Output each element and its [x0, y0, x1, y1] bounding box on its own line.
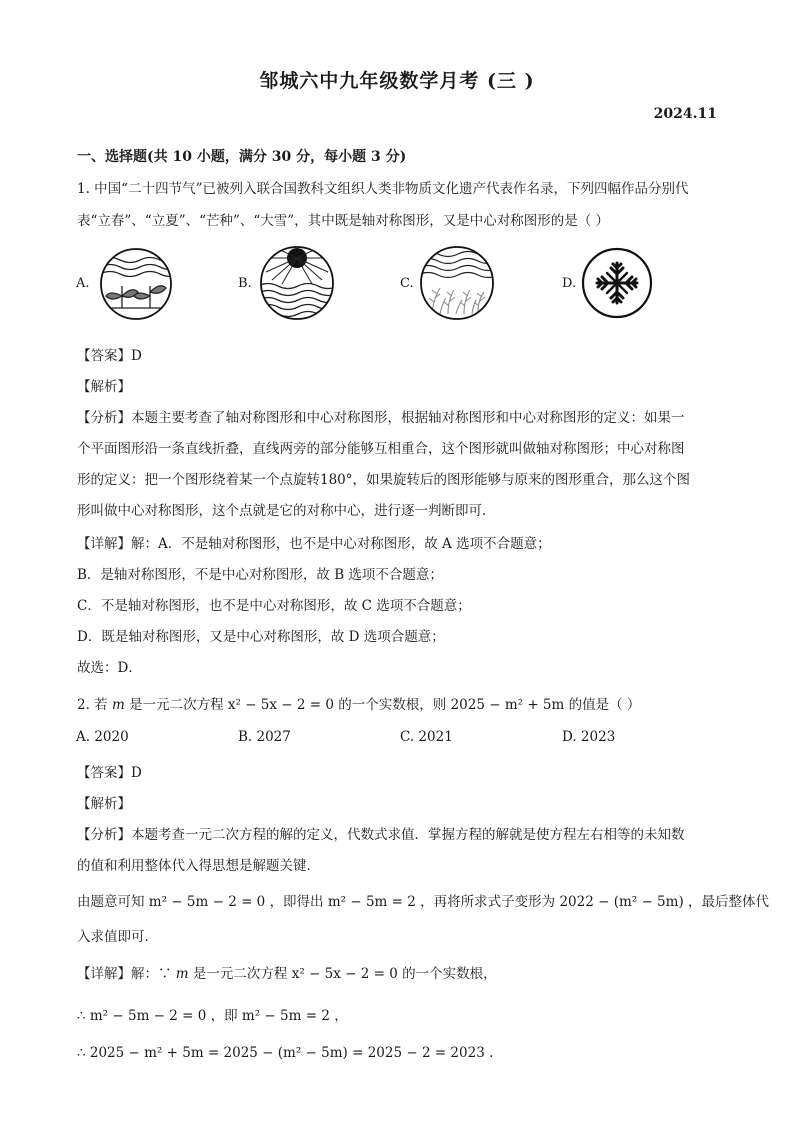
q1-stem-line1: 1. 中国“二十四节气”已被列入联合国教科文组织人类非物质文化遗产代表作名录，下列四幅作品分别代: [77, 181, 689, 197]
q2-answer: 【答案】D: [77, 765, 142, 781]
q1-stem-line2: 表“立春”、“立夏”、“芒种”、“大雪”，其中既是轴对称图形，又是中心对称图形的是（ ）: [77, 213, 610, 229]
q1-analysis-line: 【分析】本题主要考查了轴对称图形和中心对称图形，根据轴对称图形和中心对称图形的定义：如果一: [77, 410, 685, 426]
q2-step1: ∴ m² − 5m − 2 = 0 ，即 m² − 5m = 2 ，: [77, 1008, 348, 1024]
snowflake-icon: [580, 246, 654, 320]
q2-derive-suffix: ，最后整体代: [688, 894, 770, 910]
q1-option-b-label[interactable]: B.: [238, 276, 252, 291]
q2-option-a[interactable]: A. 2020: [76, 729, 129, 745]
q1-analysis-line: 形叫做中心对称图形，这个点就是它的对称中心，进行逐一判断即可.: [77, 503, 487, 519]
q1-option-a-label[interactable]: A.: [76, 276, 90, 291]
q1-detail-line: B．是轴对称图形，不是中心对称图形，故 B 选项不合题意；: [77, 567, 443, 583]
q1-detail-line: 故选：D．: [77, 660, 142, 676]
q2-stem: [77, 693, 640, 713]
q1-analysis-line: 形的定义：把一个图形绕着某一个点旋转180°，如果旋转后的图形能够与原来的图形重合，那么这个图: [77, 472, 691, 488]
q1-answer: 【答案】D: [77, 348, 142, 364]
q1-option-d-label[interactable]: D.: [562, 276, 577, 291]
q2-stem-suffix: 的值是（ ）: [568, 697, 641, 713]
q2-detail-prefix: 【详解】解：∵: [77, 966, 172, 982]
q1-analysis-line: 个平面图形沿一条直线折叠，直线两旁的部分能够互相重合，这个图形就叫做轴对称图形；中心对称图: [77, 441, 685, 457]
q2-var-m: m: [111, 697, 125, 713]
q2-option-b[interactable]: B. 2027: [238, 729, 291, 745]
q2-analysis-line2: 的值和利用整体代入得思想是解题关键．: [77, 858, 320, 874]
q2-derive-mid: ，即得出: [269, 894, 324, 910]
q2-detail-line: [77, 962, 497, 982]
q2-detail-suffix: 的一个实数根，: [402, 966, 497, 982]
q1-detail-line: 【详解】解：A．不是轴对称图形，也不是中心对称图形，故 A 选项不合题意；: [77, 536, 551, 552]
q1-detail-line: C．不是轴对称图形，也不是中心对称图形，故 C 选项不合题意；: [77, 598, 471, 614]
q2-derive-line: [77, 890, 769, 910]
q2-jiexi: 【解析】: [77, 796, 131, 812]
q2-analysis-line1: 【分析】本题考查一元二次方程的解的定义，代数式求值．掌握方程的解就是使方程左右相等的未知数: [77, 827, 685, 843]
q2-derive-line2: 入求值即可．: [77, 929, 158, 945]
q2-derive-mid2: ，再将所求式子变形为: [420, 894, 556, 910]
q1-option-c-label[interactable]: C.: [400, 276, 414, 291]
sprout-icon: [98, 246, 174, 322]
page-title: 邹城六中九年级数学月考 (三 ): [259, 70, 535, 92]
q2-derive-eq2: m² − 5m = 2: [327, 894, 416, 910]
q1-detail-line: D．既是轴对称图形，又是中心对称图形，故 D 选项合题意；: [77, 629, 445, 645]
q2-stem-prefix: 2. 若: [77, 697, 108, 713]
q2-equation: x² − 5x − 2 = 0: [227, 697, 334, 713]
sun-waves-icon: [258, 244, 336, 322]
q2-expression: 2025 − m² + 5m: [450, 697, 565, 713]
exam-date: 2024.11: [653, 106, 717, 122]
q1-jiexi: 【解析】: [77, 379, 131, 395]
q2-option-c[interactable]: C. 2021: [400, 729, 453, 745]
q2-option-d[interactable]: D. 2023: [562, 729, 616, 745]
section-heading: 一、选择题(共 10 小题，满分 30 分，每小题 3 分): [77, 149, 407, 165]
grain-icon: [418, 244, 496, 322]
q2-step2: ∴ 2025 − m² + 5m = 2025 − (m² − 5m) = 2025 − 2 = 2023 .: [77, 1045, 494, 1061]
q2-detail-eq: x² − 5x − 2 = 0: [291, 966, 398, 982]
q2-detail-mid: 是一元二次方程: [192, 966, 288, 982]
q2-stem-mid1: 是一元二次方程: [129, 697, 224, 713]
q2-derive-eq1: m² − 5m − 2 = 0: [148, 894, 266, 910]
q2-derive-prefix: 由题意可知: [77, 894, 145, 910]
q2-detail-var: m: [175, 966, 189, 982]
q2-derive-eq3: 2022 − (m² − 5m): [559, 894, 684, 910]
q2-stem-mid2: 的一个实数根，则: [338, 697, 447, 713]
